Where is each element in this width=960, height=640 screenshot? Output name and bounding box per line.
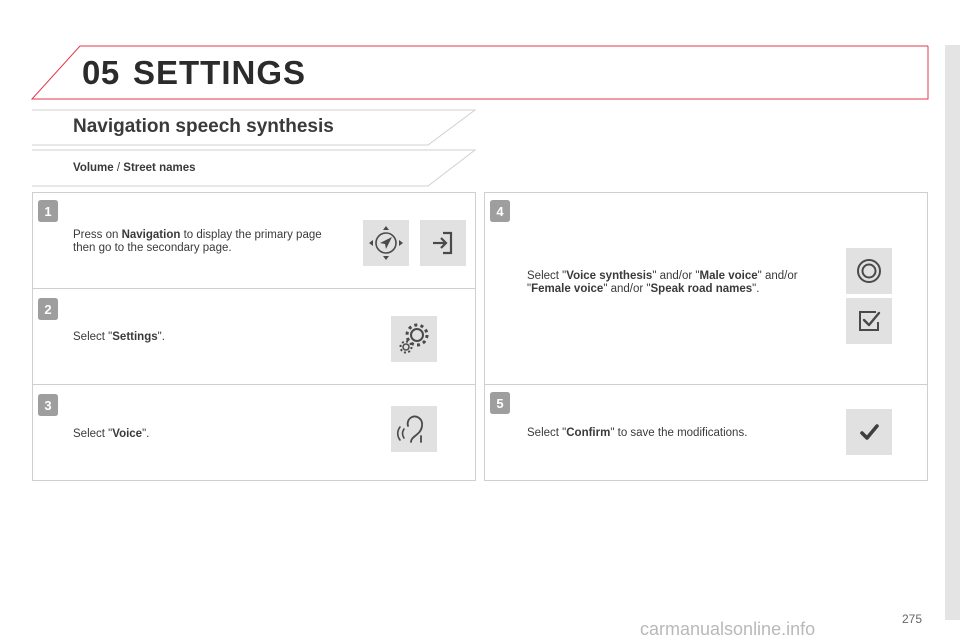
step-badge-1 [38, 200, 58, 222]
subheading [73, 162, 196, 174]
step-badge-5 [490, 392, 510, 414]
secondary-page-icon [420, 220, 466, 266]
svg-text:2: 2 [44, 302, 52, 317]
row-divider [32, 288, 476, 289]
step-3-text: Select "Voice". [73, 428, 150, 440]
chapter-number: 05 [82, 54, 120, 91]
step-5-text: Select "Confirm" to save the modifications. [527, 427, 748, 439]
step-1-text: Press on Navigation to display the primary page then go to the secondary page. [73, 229, 322, 254]
voice-keyword: Voice [112, 428, 143, 440]
page-number: 275 [902, 612, 923, 626]
page-side-bar [945, 45, 960, 620]
step-badge-3 [38, 394, 58, 416]
row-divider [32, 384, 476, 385]
confirm-check-icon [846, 409, 892, 455]
navigation-keyword: Navigation [121, 229, 181, 241]
subheading-volume: Volume [73, 162, 114, 174]
settings-keyword: Settings [112, 331, 158, 343]
settings-icon [391, 316, 437, 362]
svg-text:5: 5 [496, 396, 504, 411]
subheading-street-names: Street names [123, 162, 196, 174]
chapter-title: SETTINGS [133, 54, 307, 91]
svg-text:4: 4 [496, 204, 504, 219]
svg-text:3: 3 [44, 398, 52, 413]
navigation-icon [363, 220, 409, 266]
checkbox-icon [846, 298, 892, 344]
step-4-text: Select "Voice synthesis" and/or "Male voice" and/or "Female voice" and/or "Speak road names". [527, 270, 798, 295]
step-badge-4 [490, 200, 510, 222]
section-title: Navigation speech synthesis [73, 116, 334, 137]
row-divider [484, 384, 928, 385]
voice-icon [391, 406, 437, 452]
radio-button-icon [846, 248, 892, 294]
subheading-separator: / [113, 162, 124, 174]
step-badge-2 [38, 298, 58, 320]
step-2-text: Select "Settings". [73, 331, 165, 343]
svg-text:1: 1 [44, 204, 52, 219]
confirm-keyword: Confirm [566, 427, 611, 439]
watermark: carmanualsonline.info [640, 619, 816, 639]
